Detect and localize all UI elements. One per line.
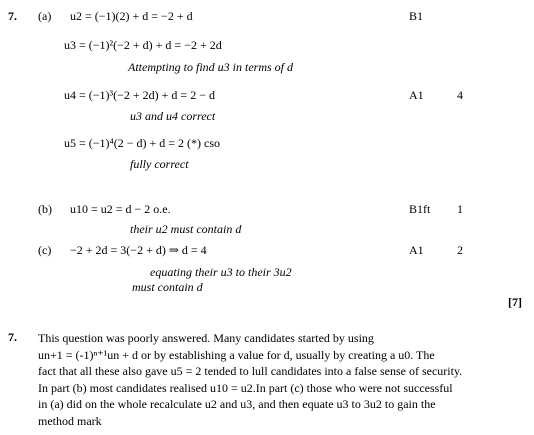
report-paragraph [38, 330, 508, 430]
part-c-label: (c) [38, 243, 52, 257]
report-number: 7. [8, 330, 17, 344]
report-line: This question was poorly answered. Many candidates started by using [38, 331, 374, 345]
a-mark-1: B1 [409, 9, 424, 23]
a-total: 4 [457, 88, 463, 102]
a-line-2: u3 = (−1)²(−2 + d) + d = −2 + 2d [64, 38, 222, 52]
a-line-3: u4 = (−1)³(−2 + 2d) + d = 2 − d [64, 88, 215, 102]
c-total: 2 [457, 243, 463, 257]
part-a-label: (a) [38, 9, 52, 23]
a-note-2: u3 and u4 correct [130, 109, 216, 123]
c-line: −2 + 2d = 3(−2 + d) ⇒ d = 4 [70, 243, 207, 257]
report-line: un+1 = (-1)ⁿ⁺¹un + d or by establishing a value for d, usually by creating a u0. The [38, 347, 435, 362]
report-line: fact that all these also gave u5 = 2 tended to lull candidates into a false sense of security. [38, 364, 463, 379]
report-line: method mark [38, 413, 102, 428]
c-note-2: must contain d [132, 280, 203, 294]
b-note: their u2 must contain d [130, 222, 242, 236]
c-note-1: equating their u3 to their 3u2 [150, 265, 292, 279]
question-number: 7. [8, 9, 17, 23]
report-line: in (a) did on the whole recalculate u2 and u3, and then equate u3 to 3u2 to gain the [38, 397, 436, 412]
a-line-1: u2 = (−1)(2) + d = −2 + d [70, 9, 193, 23]
a-note-1: Attempting to find u3 in terms of d [128, 60, 293, 74]
b-mark: B1ft [409, 202, 431, 216]
a-line-4: u5 = (−1)⁴(2 − d) + d = 2 (*) cso [64, 136, 220, 150]
b-total: 1 [457, 202, 463, 216]
part-b-label: (b) [38, 202, 52, 216]
a-note-3: fully correct [130, 157, 189, 171]
b-line: u10 = u2 = d − 2 o.e. [70, 202, 171, 216]
c-mark: A1 [409, 243, 424, 257]
a-mark-2: A1 [409, 88, 424, 102]
report-line: In part (b) most candidates realised u10 = u2.In part (c) those who were not successful [38, 380, 453, 395]
question-total: [7] [508, 295, 522, 309]
